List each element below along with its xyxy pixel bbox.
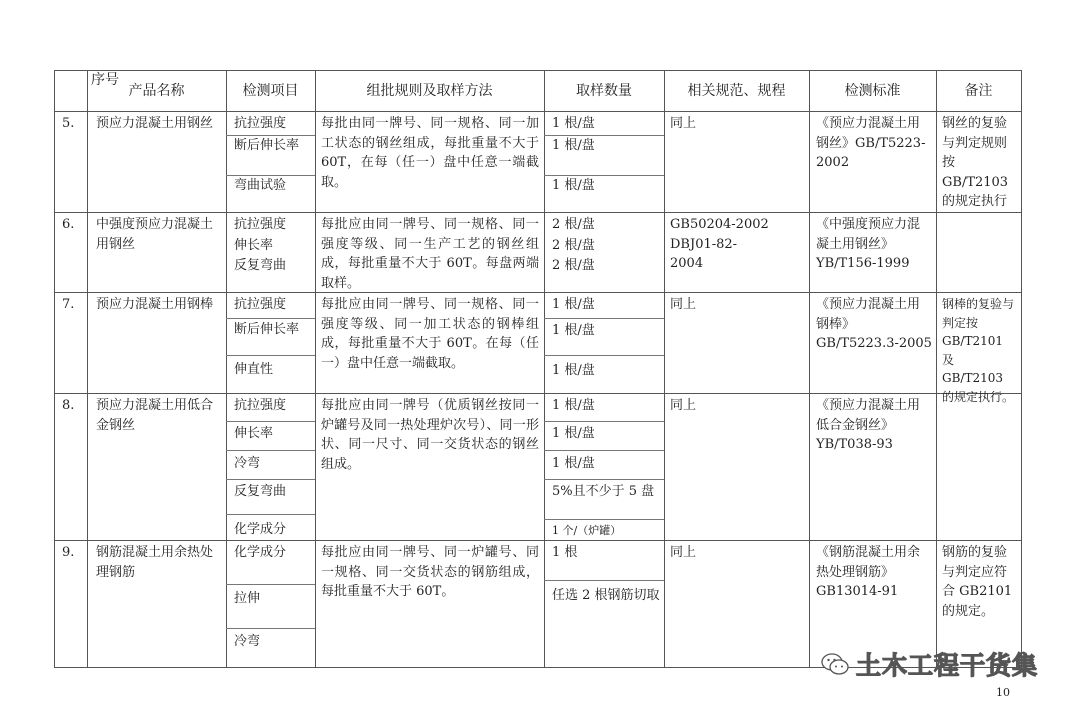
related-norms: 同上 — [670, 116, 697, 131]
product-name: 预应力混凝土用钢丝 — [96, 116, 214, 131]
standards-table — [54, 70, 1022, 668]
sampling-method: 每批应由同一牌号（优质钢丝按同一炉罐号及同一热处理炉次号）、同一形状、同一尺寸、同一交货状态的钢丝组成。 — [321, 398, 539, 472]
sample-qty: 1 根/盘 — [552, 398, 595, 413]
row-num: 7. — [62, 297, 75, 312]
test-item: 伸长率 — [234, 238, 274, 253]
product-name: 预应力混凝土用钢棒 — [96, 297, 214, 312]
header-item: 检测项目 — [242, 83, 299, 99]
product-name: 钢筋混凝土用余热处理钢筋 — [96, 545, 214, 580]
sample-qty: 2 根/盘 — [552, 258, 595, 273]
test-standard: 《预应力混凝土用低合金钢丝》YB/T038-93 — [816, 398, 921, 452]
header-product: 产品名称 — [128, 83, 185, 99]
sampling-method: 每批应由同一牌号、同一炉罐号、同一规格、同一交货状态的钢筋组成，每批重量不大于 60T。 — [321, 545, 539, 599]
test-item: 抗拉强度 — [234, 116, 287, 131]
sampling-method: 每批应由同一牌号、同一规格、同一强度等级、同一生产工艺的钢丝组成，每批重量不大于 60T。每盘两端取样。 — [321, 217, 539, 291]
test-item: 伸直性 — [234, 362, 274, 377]
test-standard: 《中强度预应力混凝土用钢丝》YB/T156-1999 — [816, 217, 921, 271]
sampling-method: 每批应由同一牌号、同一规格、同一强度等级、同一加工状态的钢棒组成，每批重量不大于 60T。在每（任一）盘中任意一端截取。 — [321, 297, 539, 371]
test-item: 断后伸长率 — [234, 138, 300, 153]
sample-qty: 任选 2 根钢筋切取 — [552, 588, 660, 603]
sampling-method: 每批由同一牌号、同一规格、同一加工状态的钢丝组成，每批重量不大于 60T，在每（任一）盘中任意一端截取。 — [321, 116, 539, 190]
header-method: 组批规则及取样方法 — [366, 83, 493, 99]
test-standard: 《钢筋混凝土用余热处理钢筋》GB13014-91 — [816, 545, 921, 599]
sample-qty: 1 根/盘 — [552, 456, 595, 471]
header-qty: 取样数量 — [576, 83, 632, 99]
sample-qty: 1 根 — [552, 545, 578, 560]
test-item: 冷弯 — [234, 634, 261, 649]
test-item: 抗拉强度 — [234, 398, 287, 413]
remark: 钢筋的复验与判定应符合 GB2101 的规定。 — [942, 545, 1013, 619]
related-norms: 同上 — [670, 297, 697, 312]
sample-qty: 1 根/盘 — [552, 426, 595, 441]
product-name: 中强度预应力混凝土用钢丝 — [96, 217, 214, 252]
sample-qty: 1 根/盘 — [552, 138, 595, 153]
test-item: 冷弯 — [234, 456, 261, 471]
test-item: 伸长率 — [234, 426, 274, 441]
test-item: 抗拉强度 — [234, 217, 287, 232]
row-num: 6. — [62, 217, 75, 232]
sample-qty: 2 根/盘 — [552, 217, 595, 232]
sample-qty: 2 根/盘 — [552, 238, 595, 253]
sample-qty: 1 根/盘 — [552, 363, 595, 378]
test-item: 化学成分 — [234, 545, 287, 560]
page-number: 10 — [996, 686, 1010, 699]
related-norms: 同上 — [670, 545, 697, 560]
header-num: 序号 — [91, 72, 119, 88]
test-item: 拉伸 — [234, 591, 261, 606]
test-item: 反复弯曲 — [234, 258, 287, 273]
product-name: 预应力混凝土用低合金钢丝 — [96, 398, 214, 433]
sample-qty: 5%且不少于 5 盘 — [552, 484, 655, 499]
remark: 钢棒的复验与判定按 GB/T2101 及 GB/T2103 的规定执行。 — [942, 297, 1015, 404]
row-num: 8. — [62, 398, 75, 413]
sample-qty: 1 根/盘 — [552, 297, 595, 312]
watermark — [820, 646, 1038, 682]
test-item: 弯曲试验 — [234, 178, 287, 193]
test-item: 反复弯曲 — [234, 484, 287, 499]
sample-qty: 1 根/盘 — [552, 323, 595, 338]
sample-qty: 1 个/（炉罐） — [552, 524, 622, 537]
test-item: 化学成分 — [234, 522, 287, 537]
header-remark: 备注 — [964, 83, 993, 99]
watermark-text: 土木工程干货集 — [856, 651, 1039, 680]
header-standard: 检测标准 — [844, 83, 901, 99]
sample-qty: 1 根/盘 — [552, 178, 595, 193]
test-standard: 《预应力混凝土用钢棒》GB/T5223.3-2005 — [816, 297, 932, 351]
remark: 钢丝的复验与判定规则按 GB/T2103 的规定执行 — [942, 116, 1009, 209]
test-item: 断后伸长率 — [234, 322, 300, 337]
header-norms: 相关规范、规程 — [687, 83, 786, 99]
related-norms: GB50204-2002 DBJ01-82-2004 — [670, 217, 769, 271]
test-item: 抗拉强度 — [234, 297, 287, 312]
sample-qty: 1 根/盘 — [552, 116, 595, 131]
wechat-icon — [820, 651, 850, 677]
row-num: 5. — [62, 116, 75, 131]
related-norms: 同上 — [670, 398, 697, 413]
test-standard: 《预应力混凝土用钢丝》GB/T5223-2002 — [816, 116, 926, 170]
row-num: 9. — [62, 545, 75, 560]
